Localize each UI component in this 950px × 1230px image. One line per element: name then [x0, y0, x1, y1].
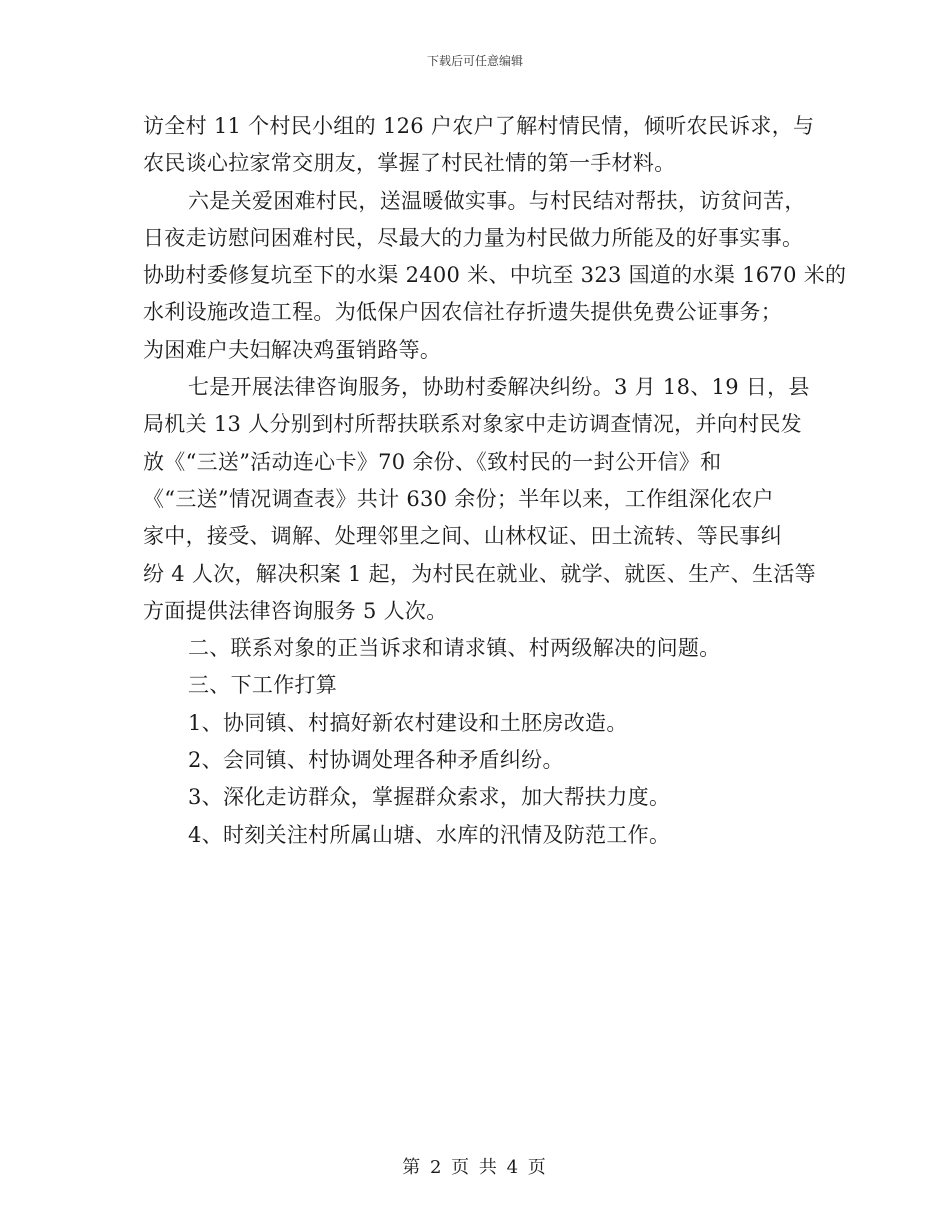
- body-line: 日夜走访慰问困难村民，尽最大的力量为村民做力所能及的好事实事。: [143, 225, 804, 250]
- body-line: 为困难户夫妇解决鸡蛋销路等。: [143, 337, 442, 362]
- body-line: 访全村 11 个村民小组的 126 户农户了解村情民情，倾听农民诉求，与: [143, 114, 815, 138]
- section-heading: 二、联系对象的正当诉求和请求镇、村两级解决的问题。: [188, 636, 721, 661]
- body-line: 七是开展法律咨询服务，协助村委解决纠纷。3 月 18、19 日，县: [188, 375, 810, 400]
- list-item: 1、协同镇、村搞好新农村建设和土胚房改造。: [188, 710, 628, 735]
- list-item: 3、深化走访群众，掌握群众索求，加大帮扶力度。: [188, 785, 671, 810]
- body-line: 《“三送”情况调查表》共计 630 余份；半年以来，工作组深化农户: [143, 486, 774, 511]
- body-line: 农民谈心拉家常交朋友，掌握了村民社情的第一手材料。: [143, 151, 676, 176]
- body-line: 家中，接受、调解、处理邻里之间、山林权证、田土流转、等民事纠: [143, 524, 782, 549]
- page-number-footer: 第 2 页 共 4 页: [402, 1157, 548, 1178]
- body-line: 水利设施改造工程。为低保户因农信社存折遗失提供免费公证事务；: [143, 300, 782, 325]
- body-line: 放《“三送”活动连心卡》70 余份、《致村民的一封公开信》和: [143, 449, 722, 474]
- document-body: [143, 108, 847, 854]
- body-line: 协助村委修复坑至下的水渠 2400 米、中坑至 323 国道的水渠 1670 米的: [143, 263, 847, 288]
- list-item: 4、时刻关注村所属山塘、水库的汛情及防范工作。: [188, 822, 671, 847]
- body-line: 局机关 13 人分别到村所帮扶联系对象家中走访调查情况，并向村民发: [143, 412, 802, 437]
- list-item: 2、会同镇、村协调处理各种矛盾纠纷。: [188, 748, 564, 773]
- page-header: 下载后可任意编辑: [426, 54, 523, 68]
- body-line: 六是关爱困难村民，送温暖做实事。与村民结对帮扶，访贫问苦，: [188, 188, 806, 213]
- body-line: 纷 4 人次，解决积案 1 起，为村民在就业、就学、就医、生产、生活等: [143, 561, 816, 586]
- section-heading: 三、下工作打算: [188, 673, 338, 698]
- body-line: 方面提供法律咨询服务 5 人次。: [143, 598, 448, 623]
